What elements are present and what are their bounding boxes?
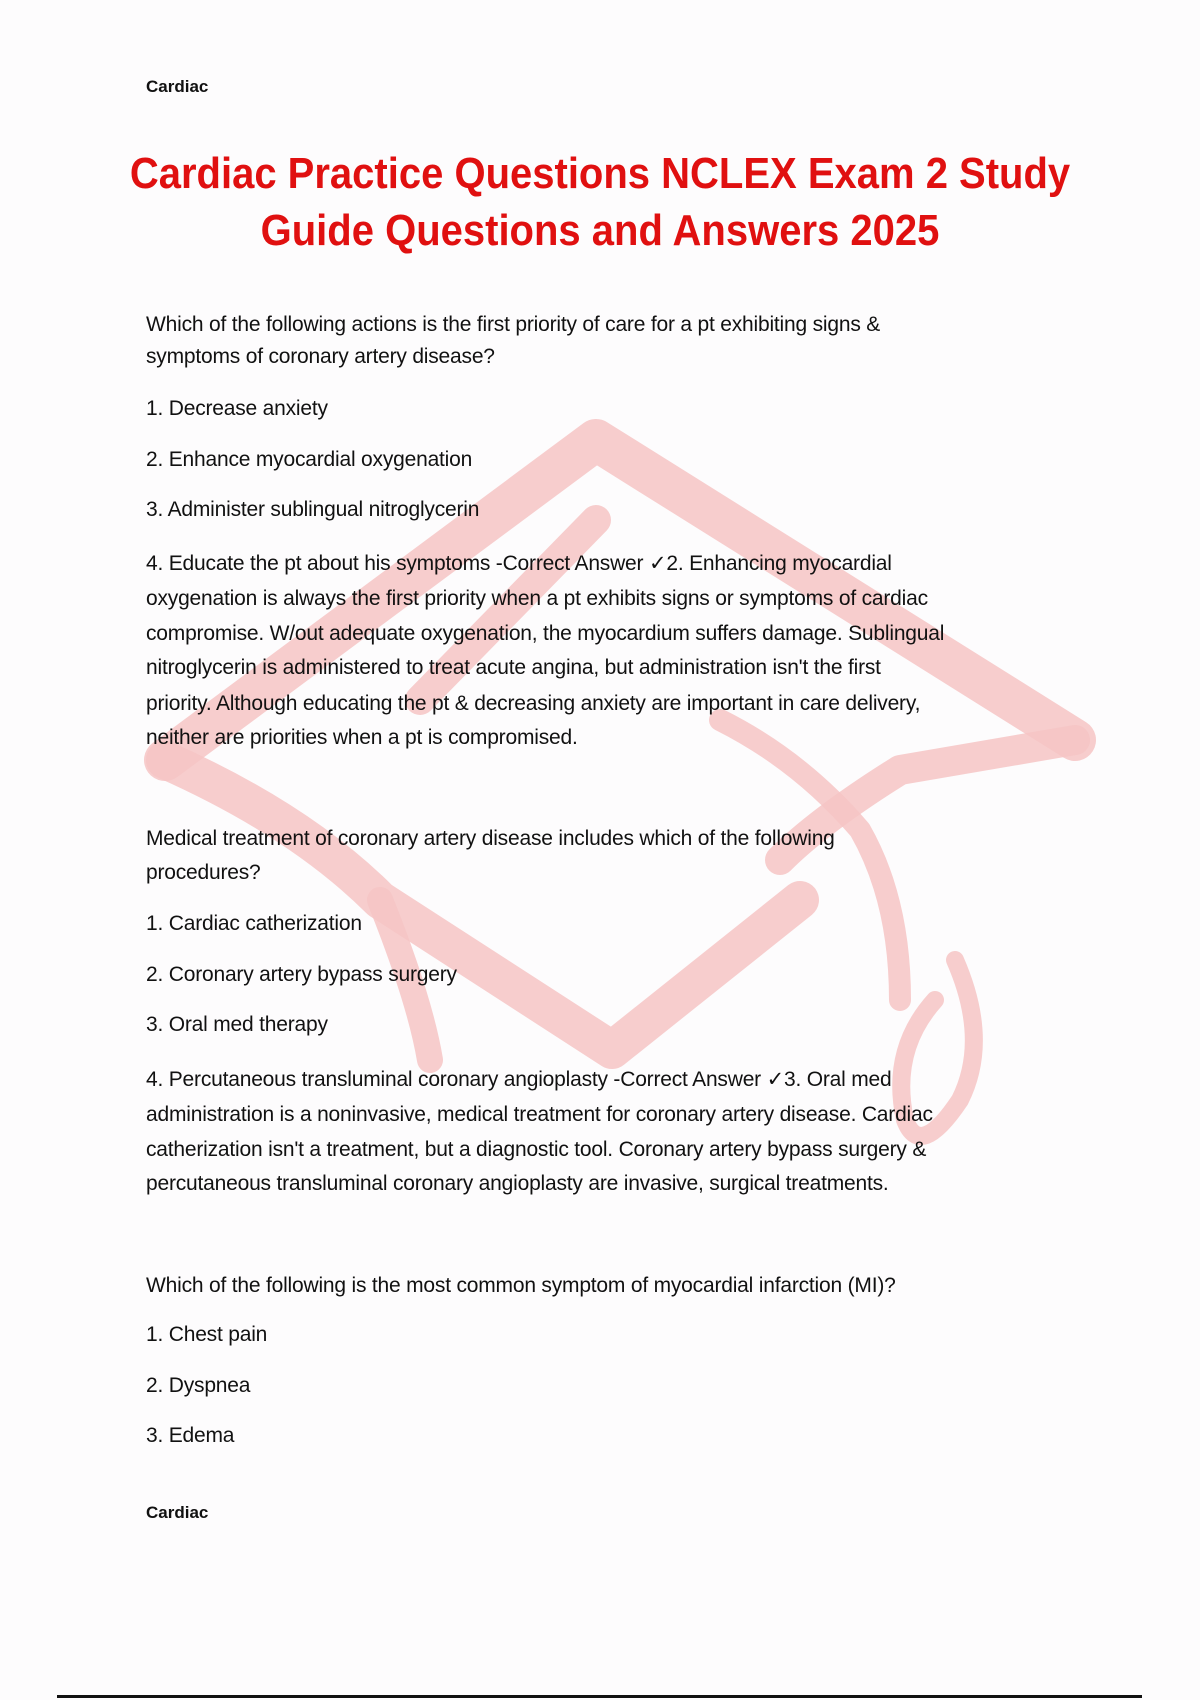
question-1-option: 3. Administer sublingual nitroglycerin [146,498,480,521]
page-bottom-rule [57,1695,1142,1698]
question-2-text: Medical treatment of coronary artery disease includes which of the following [146,827,835,850]
question-2-answer: administration is a noninvasive, medical treatment for coronary artery disease. Cardiac [146,1103,933,1126]
question-2-option: 3. Oral med therapy [146,1013,328,1036]
question-1-answer: neither are priorities when a pt is compromised. [146,726,578,749]
question-1-answer: nitroglycerin is administered to treat acute angina, but administration isn't the first [146,656,881,679]
question-2-option: 1. Cardiac catherization [146,912,362,935]
question-2-answer: 4. Percutaneous transluminal coronary angioplasty -Correct Answer ✓3. Oral med [146,1068,892,1091]
question-1-answer: priority. Although educating the pt & decreasing anxiety are important in care delivery, [146,692,921,715]
question-1-option: 2. Enhance myocardial oxygenation [146,448,473,471]
question-1-answer: oxygenation is always the first priority when a pt exhibits signs or symptoms of cardiac [146,587,928,610]
page-header: Cardiac [146,77,209,96]
question-3-option: 2. Dyspnea [146,1374,251,1397]
question-3-option: 1. Chest pain [146,1323,268,1346]
document-title-line-2: Guide Questions and Answers 2025 [260,207,940,255]
question-2-text: procedures? [146,861,261,884]
question-3-option: 3. Edema [146,1424,235,1447]
question-1-answer: 4. Educate the pt about his symptoms -Correct Answer ✓2. Enhancing myocardial [146,552,892,575]
question-2-answer: percutaneous transluminal coronary angioplasty are invasive, surgical treatments. [146,1172,889,1195]
question-1-text: Which of the following actions is the first priority of care for a pt exhibiting signs & [146,313,881,336]
document-title-line-1: Cardiac Practice Questions NCLEX Exam 2 Study [129,150,1071,198]
question-1-text: symptoms of coronary artery disease? [146,345,495,368]
question-1-option: 1. Decrease anxiety [146,397,328,420]
question-2-option: 2. Coronary artery bypass surgery [146,963,457,986]
question-2-answer: catherization isn't a treatment, but a diagnostic tool. Coronary artery bypass surgery & [146,1138,927,1161]
page-footer: Cardiac [146,1503,209,1522]
question-3-text: Which of the following is the most common symptom of myocardial infarction (MI)? [146,1274,896,1297]
question-1-answer: compromise. W/out adequate oxygenation, the myocardium suffers damage. Sublingual [146,622,945,645]
